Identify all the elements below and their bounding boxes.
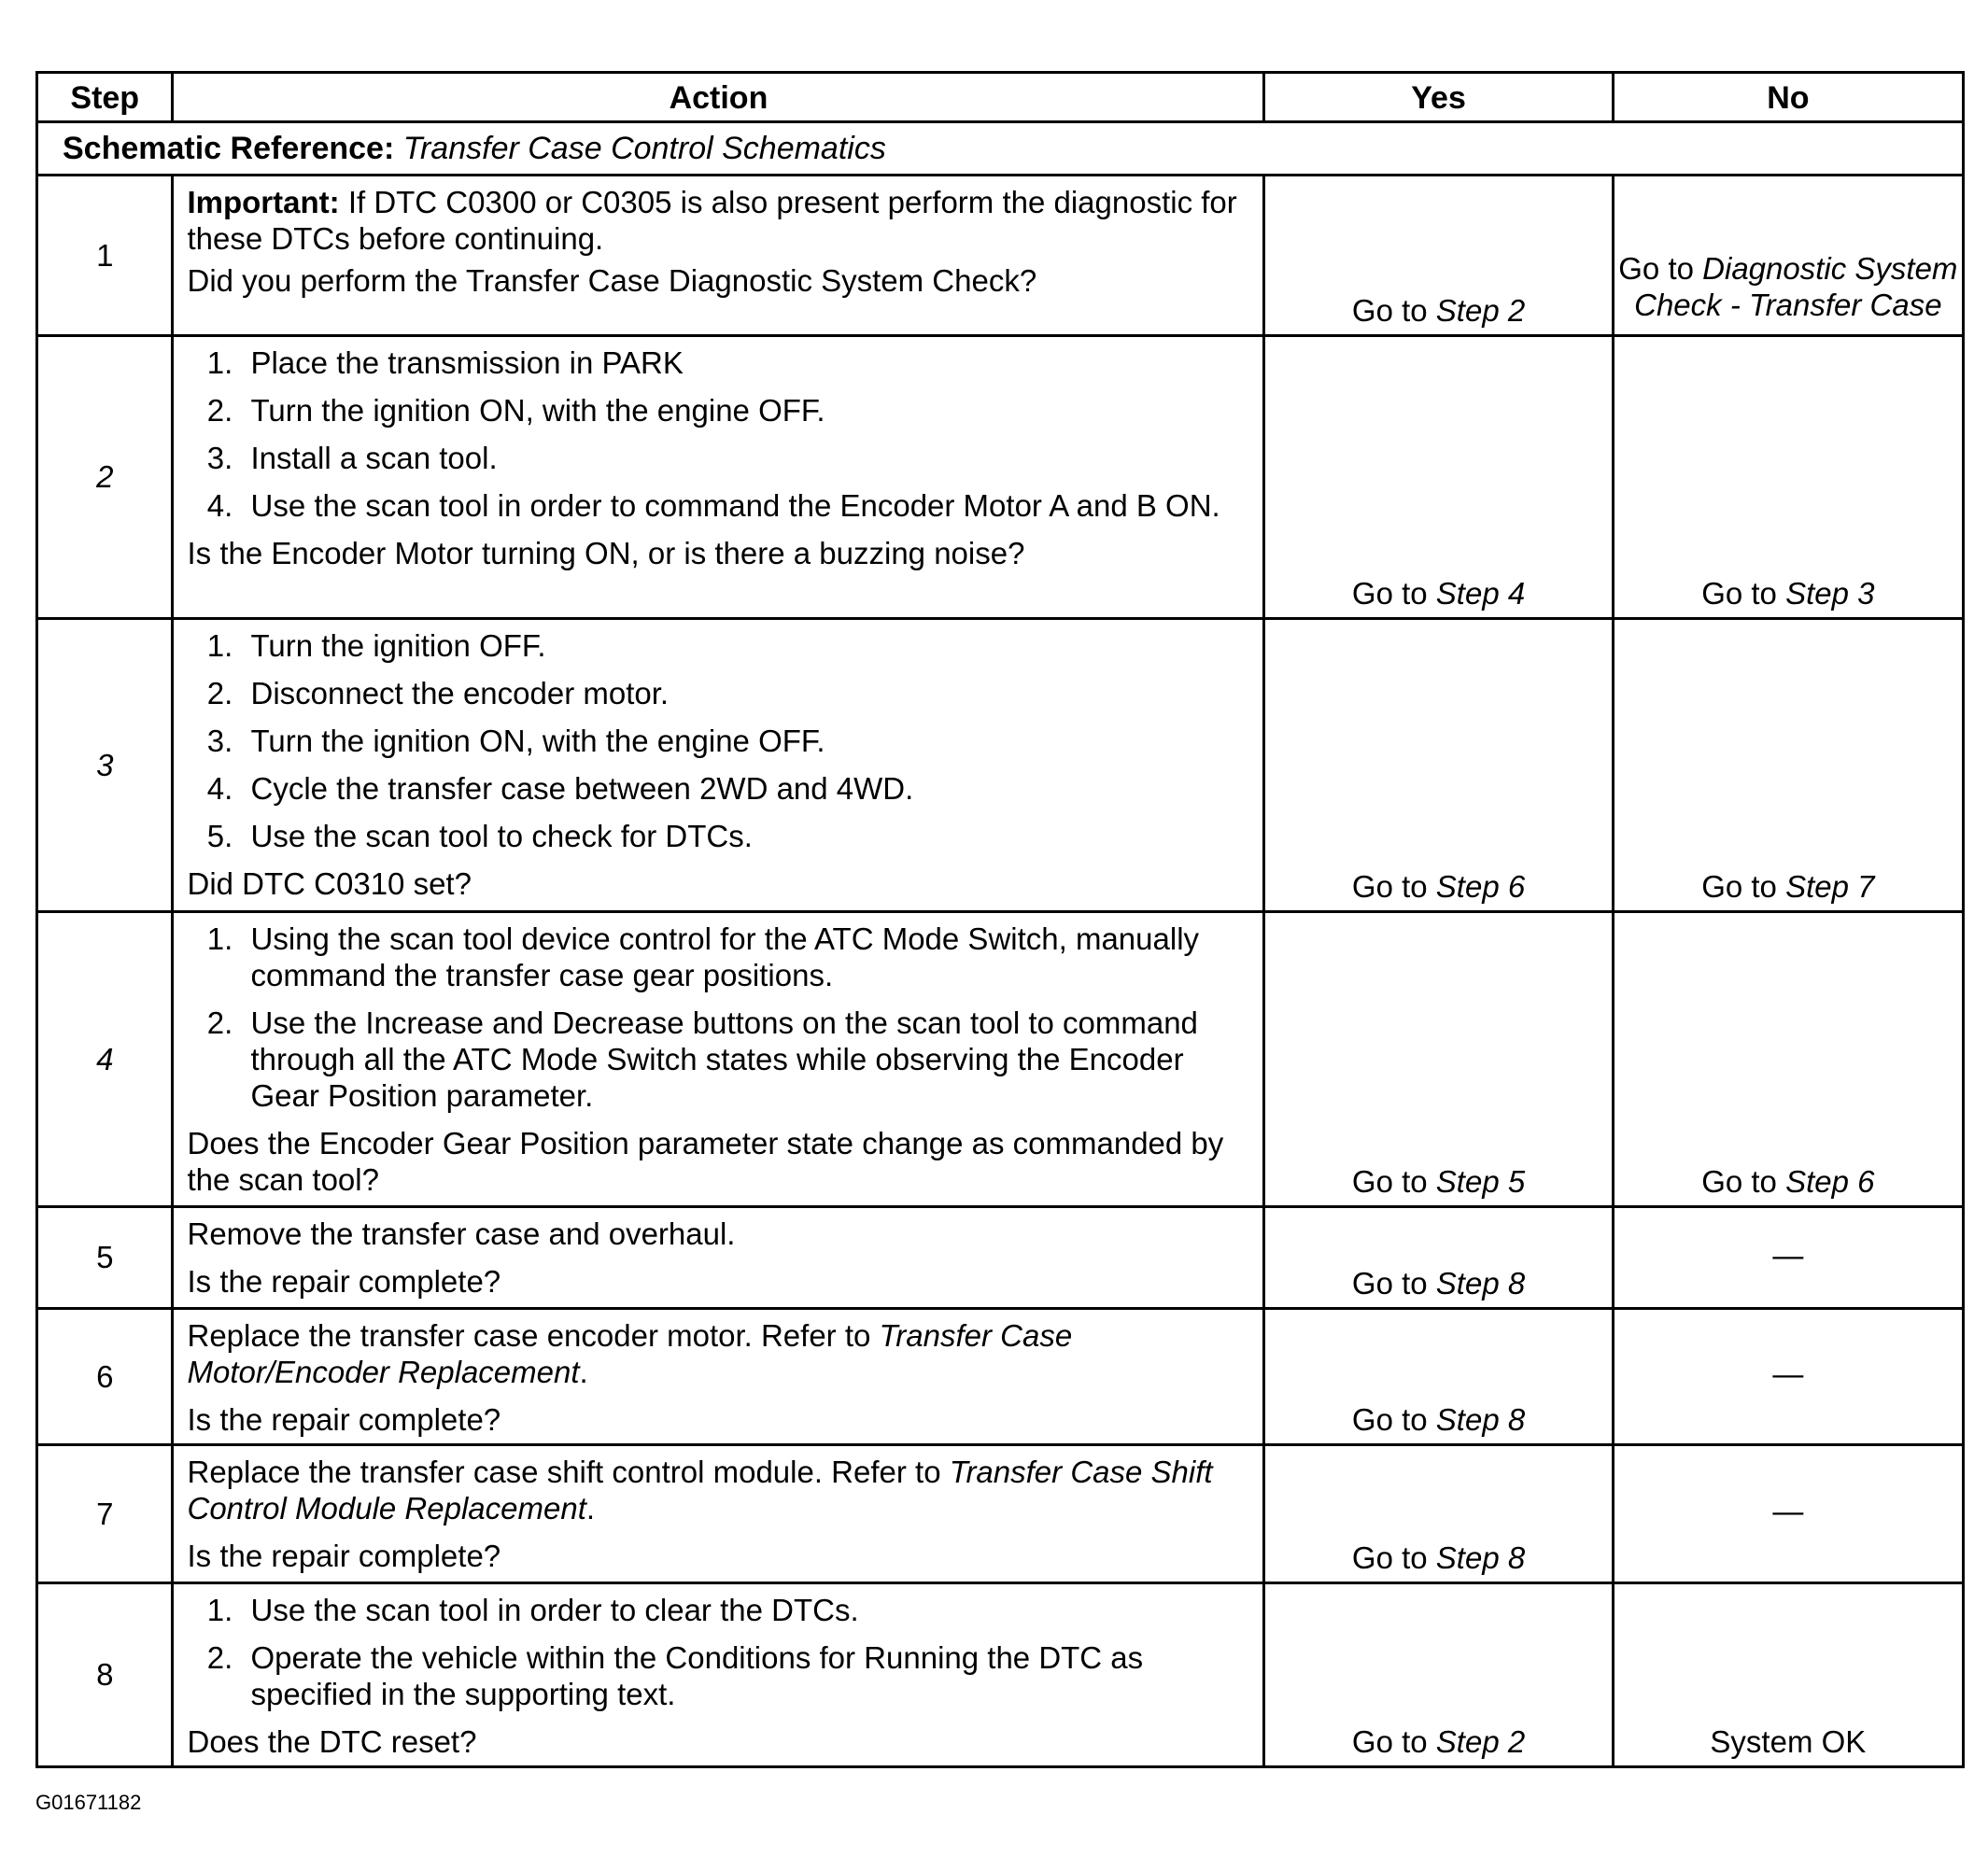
step-number: 7 — [37, 1445, 173, 1583]
list-item: 4. Cycle the transfer case between 2WD and 4WD. — [241, 770, 1249, 807]
diagnostic-table — [35, 71, 1965, 1768]
header-no: No — [1613, 73, 1963, 122]
yes-cell — [1264, 336, 1613, 619]
header-step: Step — [37, 73, 173, 122]
no-cell — [1613, 176, 1963, 336]
yes-prefix: Go to — [1351, 1402, 1428, 1437]
no-step-link[interactable]: Step 7 — [1785, 869, 1875, 904]
question-text: Did DTC C0310 set? — [187, 866, 472, 901]
question-text: Did you perform the Transfer Case Diagnostic System Check? — [187, 263, 1037, 298]
action-text — [187, 1454, 1249, 1526]
schematic-reference — [37, 122, 1964, 176]
step-number: 8 — [37, 1583, 173, 1767]
question-text: Does the Encoder Gear Position parameter state change as commanded by the scan tool? — [187, 1126, 1224, 1197]
question-text: Is the repair complete? — [187, 1264, 501, 1299]
no-cell — [1613, 336, 1963, 619]
yes-prefix: Go to — [1351, 1724, 1428, 1759]
no-cell — [1613, 1309, 1963, 1445]
action-cell — [173, 619, 1264, 912]
action-cell — [173, 336, 1264, 619]
no-cell — [1613, 912, 1963, 1207]
yes-cell — [1264, 176, 1613, 336]
table-row — [37, 1583, 1964, 1767]
no-cell — [1613, 1445, 1963, 1583]
yes-step-link[interactable]: Step 2 — [1435, 1724, 1526, 1759]
no-prefix: Go to — [1701, 576, 1777, 611]
schematic-link[interactable]: Transfer Case Control Schematics — [402, 130, 886, 166]
step-number: 1 — [37, 176, 173, 336]
question-text: Is the repair complete? — [187, 1402, 501, 1437]
action-text-suffix: . — [585, 1491, 596, 1526]
table-row — [37, 619, 1964, 912]
list-item: 1. Place the transmission in PARK — [241, 344, 1249, 381]
action-cell — [173, 1309, 1264, 1445]
list-item: 5. Use the scan tool to check for DTCs. — [241, 818, 1249, 854]
schematic-label: Schematic Reference: — [63, 130, 395, 166]
instruction-list — [187, 1592, 1249, 1712]
action-text: Remove the transfer case and overhaul. — [187, 1216, 736, 1251]
action-text-suffix: . — [579, 1355, 588, 1389]
yes-cell — [1264, 1445, 1613, 1583]
yes-cell — [1264, 1583, 1613, 1767]
action-cell — [173, 1207, 1264, 1309]
list-item: 1. Using the scan tool device control for the ATC Mode Switch, manually command the transfer case gear positions. — [241, 921, 1249, 993]
table-row — [37, 1445, 1964, 1583]
list-item: 2. Operate the vehicle within the Conditions for Running the DTC as specified in the supporting text. — [241, 1639, 1249, 1712]
yes-prefix: Go to — [1351, 869, 1428, 904]
header-action: Action — [173, 73, 1264, 122]
table-row — [37, 176, 1964, 336]
step-number: 2 — [37, 336, 173, 619]
list-item: 4. Use the scan tool in order to command the Encoder Motor A and B ON. — [241, 487, 1249, 524]
no-step-link[interactable]: Step 6 — [1785, 1164, 1875, 1199]
step-number: 6 — [37, 1309, 173, 1445]
header-yes: Yes — [1264, 73, 1613, 122]
step-number: 5 — [37, 1207, 173, 1309]
yes-cell — [1264, 619, 1613, 912]
no-dash: — — [1772, 1237, 1804, 1272]
yes-prefix: Go to — [1351, 1164, 1428, 1199]
yes-prefix: Go to — [1351, 576, 1428, 611]
procedure-link[interactable]: Transfer Case Shift Control Module Replacement — [187, 1455, 1213, 1526]
yes-step-link[interactable]: Step 4 — [1435, 576, 1526, 611]
action-cell — [173, 1583, 1264, 1767]
table-row — [37, 1309, 1964, 1445]
list-item: 3. Install a scan tool. — [241, 440, 1249, 476]
list-item: 1. Turn the ignition OFF. — [241, 627, 1249, 664]
step-number: 4 — [37, 912, 173, 1207]
yes-step-link[interactable]: Step 6 — [1435, 869, 1526, 904]
no-dash: — — [1772, 1494, 1804, 1528]
table-row — [37, 336, 1964, 619]
action-text — [187, 1317, 1249, 1390]
table-row — [37, 1207, 1964, 1309]
yes-prefix: Go to — [1351, 293, 1428, 328]
schematic-row — [37, 122, 1964, 176]
yes-step-link[interactable]: Step 8 — [1435, 1540, 1526, 1575]
list-item: 2. Use the Increase and Decrease buttons on the scan tool to command through all the ATC Mode Switch states while observing the Encoder Gear Position parameter. — [241, 1005, 1249, 1114]
no-dash: — — [1772, 1357, 1804, 1391]
yes-step-link[interactable]: Step 2 — [1435, 293, 1526, 328]
yes-prefix: Go to — [1351, 1540, 1428, 1575]
action-text-prefix: Replace the transfer case shift control module. Refer to — [187, 1455, 941, 1489]
action-cell — [173, 912, 1264, 1207]
instruction-list — [187, 921, 1249, 1114]
no-step-link[interactable]: Step 3 — [1785, 576, 1875, 611]
table-row — [37, 912, 1964, 1207]
procedure-link[interactable]: Transfer Case Motor/Encoder Replacement — [187, 1318, 1073, 1389]
step-number: 3 — [37, 619, 173, 912]
instruction-list — [187, 627, 1249, 854]
yes-step-link[interactable]: Step 5 — [1435, 1164, 1526, 1199]
no-cell — [1613, 1207, 1963, 1309]
question-text: Is the Encoder Motor turning ON, or is there a buzzing noise? — [187, 536, 1025, 570]
no-cell — [1613, 619, 1963, 912]
yes-cell — [1264, 1309, 1613, 1445]
action-text-prefix: Replace the transfer case encoder motor. Refer to — [187, 1318, 871, 1353]
yes-cell — [1264, 1207, 1613, 1309]
instruction-list — [187, 344, 1249, 524]
yes-prefix: Go to — [1351, 1266, 1428, 1301]
question-text: Is the repair complete? — [187, 1539, 501, 1573]
no-prefix: Go to — [1701, 1164, 1777, 1199]
action-cell — [173, 1445, 1264, 1583]
list-item: 2. Turn the ignition ON, with the engine OFF. — [241, 392, 1249, 429]
no-prefix: Go to — [1618, 251, 1694, 286]
action-cell — [173, 176, 1264, 336]
list-item: 2. Disconnect the encoder motor. — [241, 675, 1249, 711]
yes-cell — [1264, 912, 1613, 1207]
important-label: Important: — [187, 185, 340, 219]
important-text: If DTC C0300 or C0305 is also present perform the diagnostic for these DTCs before continuing. — [187, 185, 1237, 256]
question-text: Does the DTC reset? — [187, 1724, 477, 1759]
no-diagnostic-link[interactable]: Diagnostic System Check - Transfer Case — [1634, 251, 1958, 322]
no-prefix: Go to — [1701, 869, 1777, 904]
list-item: 3. Turn the ignition ON, with the engine OFF. — [241, 723, 1249, 759]
yes-step-link[interactable]: Step 8 — [1435, 1402, 1526, 1437]
no-cell — [1613, 1583, 1963, 1767]
figure-id: G01671182 — [35, 1791, 142, 1814]
list-item: 1. Use the scan tool in order to clear the DTCs. — [241, 1592, 1249, 1628]
yes-step-link[interactable]: Step 8 — [1435, 1266, 1526, 1301]
header-row — [37, 73, 1964, 122]
no-result: System OK — [1710, 1724, 1867, 1759]
